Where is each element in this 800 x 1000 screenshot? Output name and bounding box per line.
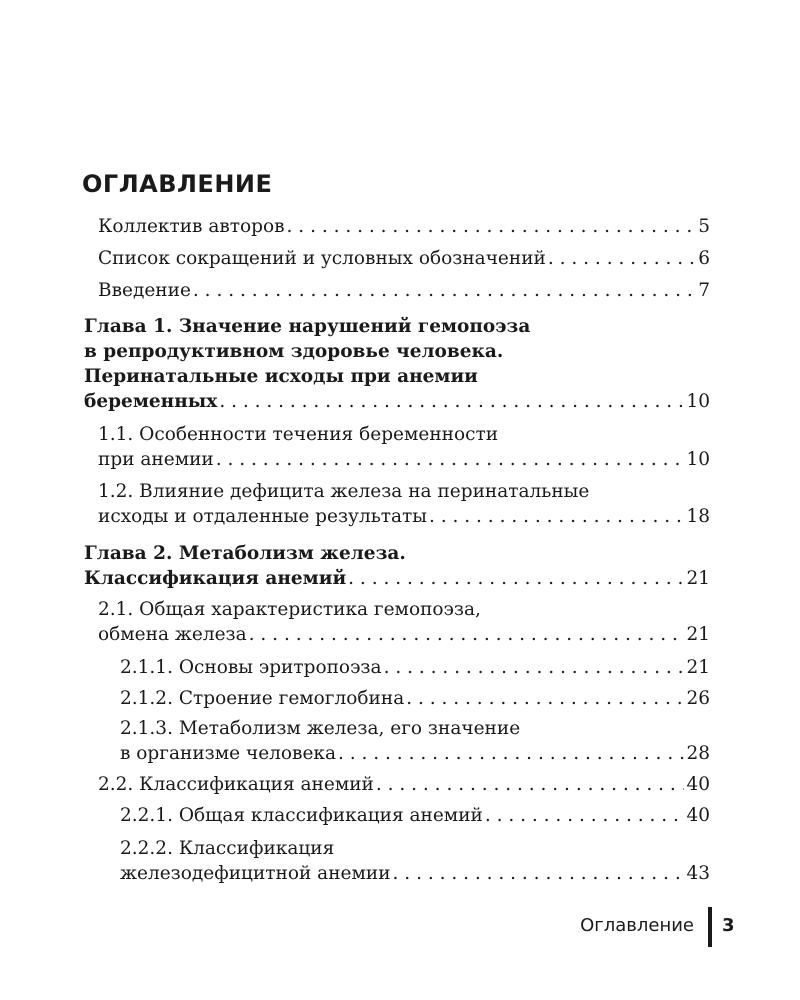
leader-dots — [348, 566, 684, 591]
leader-dots — [406, 686, 684, 711]
leader-dots — [216, 447, 685, 472]
toc-entry-title: Введение — [98, 280, 191, 301]
toc-entry-page: 40 — [686, 805, 710, 826]
toc-entry-page: 21 — [686, 568, 710, 589]
toc-entry-title-line: Глава 2. Метаболизм железа. — [84, 543, 406, 564]
leader-dots — [193, 278, 696, 303]
toc-entry-title-line: 1.1. Особенности течения беременности — [98, 424, 499, 445]
leader-dots — [338, 741, 684, 766]
toc-entry-title-line: 1.2. Влияние дефицита железа на перинатальные — [98, 481, 590, 502]
toc-section-2-1-3[interactable] — [120, 716, 710, 766]
toc-entry-title: железодефицитной анемии — [120, 863, 391, 884]
toc-entry-page: 40 — [686, 774, 710, 795]
toc-entry-abbreviations[interactable] — [98, 246, 710, 271]
toc-entry-title: 2.2. Классификация анемий — [98, 774, 374, 795]
toc-entry-title: 2.2.1. Общая классификация анемий — [120, 805, 483, 826]
toc-entry-title: беременных — [84, 391, 218, 412]
toc-entry-page: 28 — [686, 743, 710, 764]
toc-entry-title-line: 2.2.2. Классификация — [120, 838, 335, 859]
leader-dots — [287, 214, 697, 239]
toc-entry-title: Коллектив авторов — [98, 216, 285, 237]
toc-entry-title-line: в репродуктивном здоровье человека. — [84, 341, 504, 362]
toc-section-1-2[interactable] — [98, 479, 710, 529]
toc-entry-page: 6 — [698, 248, 710, 269]
toc-entry-page: 21 — [686, 624, 710, 645]
toc-entry-page: 10 — [686, 391, 710, 412]
toc-entry-introduction[interactable] — [98, 278, 710, 303]
page-number: 3 — [722, 915, 735, 936]
toc-section-1-1[interactable] — [98, 422, 710, 472]
toc-entry-title-line: 2.1.3. Метаболизм железа, его значение — [120, 718, 521, 739]
toc-section-2-1[interactable] — [98, 597, 710, 647]
toc-entry-page: 18 — [686, 506, 710, 527]
toc-section-2-1-2[interactable] — [120, 686, 710, 711]
leader-dots — [485, 803, 685, 828]
toc-entry-title: Классификация анемий — [84, 568, 347, 589]
toc-entry-title-line: Глава 1. Значение нарушений гемопоэза — [84, 316, 531, 337]
running-footer-label: Оглавление — [580, 915, 694, 936]
toc-entry-title-line: 2.1. Общая характеристика гемопоэза, — [98, 599, 481, 620]
toc-entry-title: при анемии — [98, 449, 214, 470]
toc-entry-authors[interactable] — [98, 214, 710, 239]
toc-entry-title: 2.1.1. Основы эритропоэза — [120, 657, 382, 678]
footer-divider — [708, 907, 712, 947]
toc-entry-page: 10 — [686, 449, 710, 470]
toc-entry-title: в организме человека — [120, 743, 336, 764]
leader-dots — [429, 504, 684, 529]
toc-entry-page: 5 — [698, 216, 710, 237]
leader-dots — [219, 389, 684, 414]
toc-section-2-2-1[interactable] — [120, 803, 710, 828]
toc-section-2-2[interactable] — [98, 772, 710, 797]
leader-dots — [384, 655, 685, 680]
toc-entry-title-line: Перинатальные исходы при анемии — [84, 366, 478, 387]
toc-section-2-1-1[interactable] — [120, 655, 710, 680]
toc-entry-title: обмена железа — [98, 624, 247, 645]
page-footer — [0, 907, 800, 947]
toc-entry-page: 7 — [698, 280, 710, 301]
toc-chapter-1[interactable] — [84, 314, 710, 414]
leader-dots — [548, 246, 696, 271]
leader-dots — [376, 772, 685, 797]
toc-entry-page: 43 — [686, 863, 710, 884]
toc-entry-page: 26 — [686, 688, 710, 709]
leader-dots — [249, 622, 685, 647]
toc-chapter-2[interactable] — [84, 541, 710, 591]
toc-entry-title: Список сокращений и условных обозначений — [98, 248, 546, 269]
toc-entry-title: 2.1.2. Строение гемоглобина — [120, 688, 405, 709]
toc-section-2-2-2[interactable] — [120, 836, 710, 886]
toc-entry-title: исходы и отдаленные результаты — [98, 506, 427, 527]
leader-dots — [393, 861, 685, 886]
toc-entry-page: 21 — [686, 657, 710, 678]
page-title: ОГЛАВЛЕНИЕ — [82, 170, 273, 198]
